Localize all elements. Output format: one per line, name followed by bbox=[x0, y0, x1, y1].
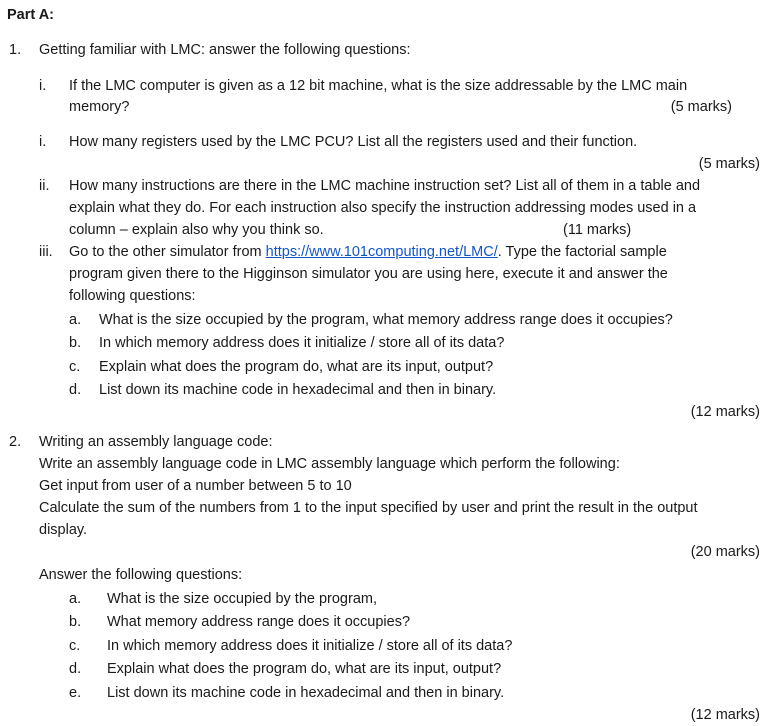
q1-iii-sub-c-text: Explain what does the program do, what are its input, output? bbox=[99, 359, 494, 375]
q2-line2: Get input from user of a number between 5 to 10 bbox=[39, 478, 352, 494]
q2-sub-c-text: In which memory address does it initialize / store all of its data? bbox=[107, 638, 513, 654]
q1-iii-number: iii. bbox=[39, 244, 53, 260]
q2-sub-d-label: d. bbox=[69, 661, 82, 677]
q2-sub-a-label: a. bbox=[69, 591, 82, 607]
q1-i2-marks: (5 marks) bbox=[698, 156, 760, 172]
q1-iii-sub-b-label: b. bbox=[69, 335, 82, 351]
q1-ii-number: ii. bbox=[39, 178, 50, 194]
q1-i1-line1: If the LMC computer is given as a 12 bit machine, what is the size addressable by the LMC main bbox=[69, 78, 688, 94]
part-title: Part A: bbox=[7, 7, 54, 23]
q1-i1-number: i. bbox=[39, 78, 47, 94]
q1-iii-marks: (12 marks) bbox=[690, 404, 760, 420]
q2-sub-c-label: c. bbox=[69, 638, 81, 654]
q2-sub-e-text: List down its machine code in hexadecimal and then in binary. bbox=[107, 685, 505, 701]
q1-heading: Getting familiar with LMC: answer the following questions: bbox=[39, 42, 411, 58]
q2-answer-heading: Answer the following questions: bbox=[39, 567, 243, 583]
q1-iii-sub-b-text: In which memory address does it initialize / store all of its data? bbox=[99, 335, 505, 351]
q1-i2-number: i. bbox=[39, 134, 47, 150]
q1-i1-marks: (5 marks) bbox=[670, 99, 732, 115]
q2-sub-e-label: e. bbox=[69, 685, 82, 701]
q1-iii-sub-d-label: d. bbox=[69, 382, 82, 398]
q1-i2-line1: How many registers used by the LMC PCU? List all the registers used and their function. bbox=[69, 134, 638, 150]
q1-iii-line2: program given there to the Higginson simulator you are using here, execute it and answer the bbox=[69, 266, 668, 282]
q1-ii-line3: column – explain also why you think so. bbox=[69, 222, 324, 238]
q2-marks-1: (20 marks) bbox=[690, 544, 760, 560]
q1-iii-line1-post: . Type the factorial sample bbox=[497, 244, 667, 260]
q2-sub-d-text: Explain what does the program do, what are its input, output? bbox=[107, 661, 502, 677]
q2-marks-2: (12 marks) bbox=[690, 707, 760, 723]
q1-ii-marks: (11 marks) bbox=[563, 222, 632, 238]
q1-number: 1. bbox=[9, 42, 22, 58]
q1-iii-line3: following questions: bbox=[69, 288, 196, 304]
q2-number: 2. bbox=[9, 434, 22, 450]
q1-iii-sub-c-label: c. bbox=[69, 359, 81, 375]
q1-ii-line2: explain what they do. For each instruction also specify the instruction addressing modes used in a bbox=[69, 200, 697, 216]
q2-line1: Write an assembly language code in LMC assembly language which perform the following: bbox=[39, 456, 620, 472]
q2-sub-a-text: What is the size occupied by the program, bbox=[107, 591, 377, 607]
q2-line4: display. bbox=[39, 522, 88, 538]
q2-sub-b-text: What memory address range does it occupies? bbox=[107, 614, 411, 630]
q2-line3: Calculate the sum of the numbers from 1 to the input specified by user and print the result in the output bbox=[39, 500, 698, 516]
lmc-simulator-link[interactable]: https://www.101computing.net/LMC/ bbox=[265, 244, 498, 260]
q1-i1-line2: memory? bbox=[69, 99, 130, 115]
q1-iii-line1-pre: Go to the other simulator from bbox=[69, 244, 266, 260]
q1-iii-sub-d-text: List down its machine code in hexadecimal and then in binary. bbox=[99, 382, 497, 398]
q1-iii-sub-a-label: a. bbox=[69, 312, 82, 328]
q2-sub-b-label: b. bbox=[69, 614, 82, 630]
q1-ii-line1: How many instructions are there in the LMC machine instruction set? List all of them in a table and bbox=[69, 178, 701, 194]
q1-iii-line1 bbox=[69, 243, 667, 261]
q1-iii-sub-a-text: What is the size occupied by the program, what memory address range does it occupies? bbox=[99, 312, 673, 328]
q2-heading: Writing an assembly language code: bbox=[39, 434, 273, 450]
